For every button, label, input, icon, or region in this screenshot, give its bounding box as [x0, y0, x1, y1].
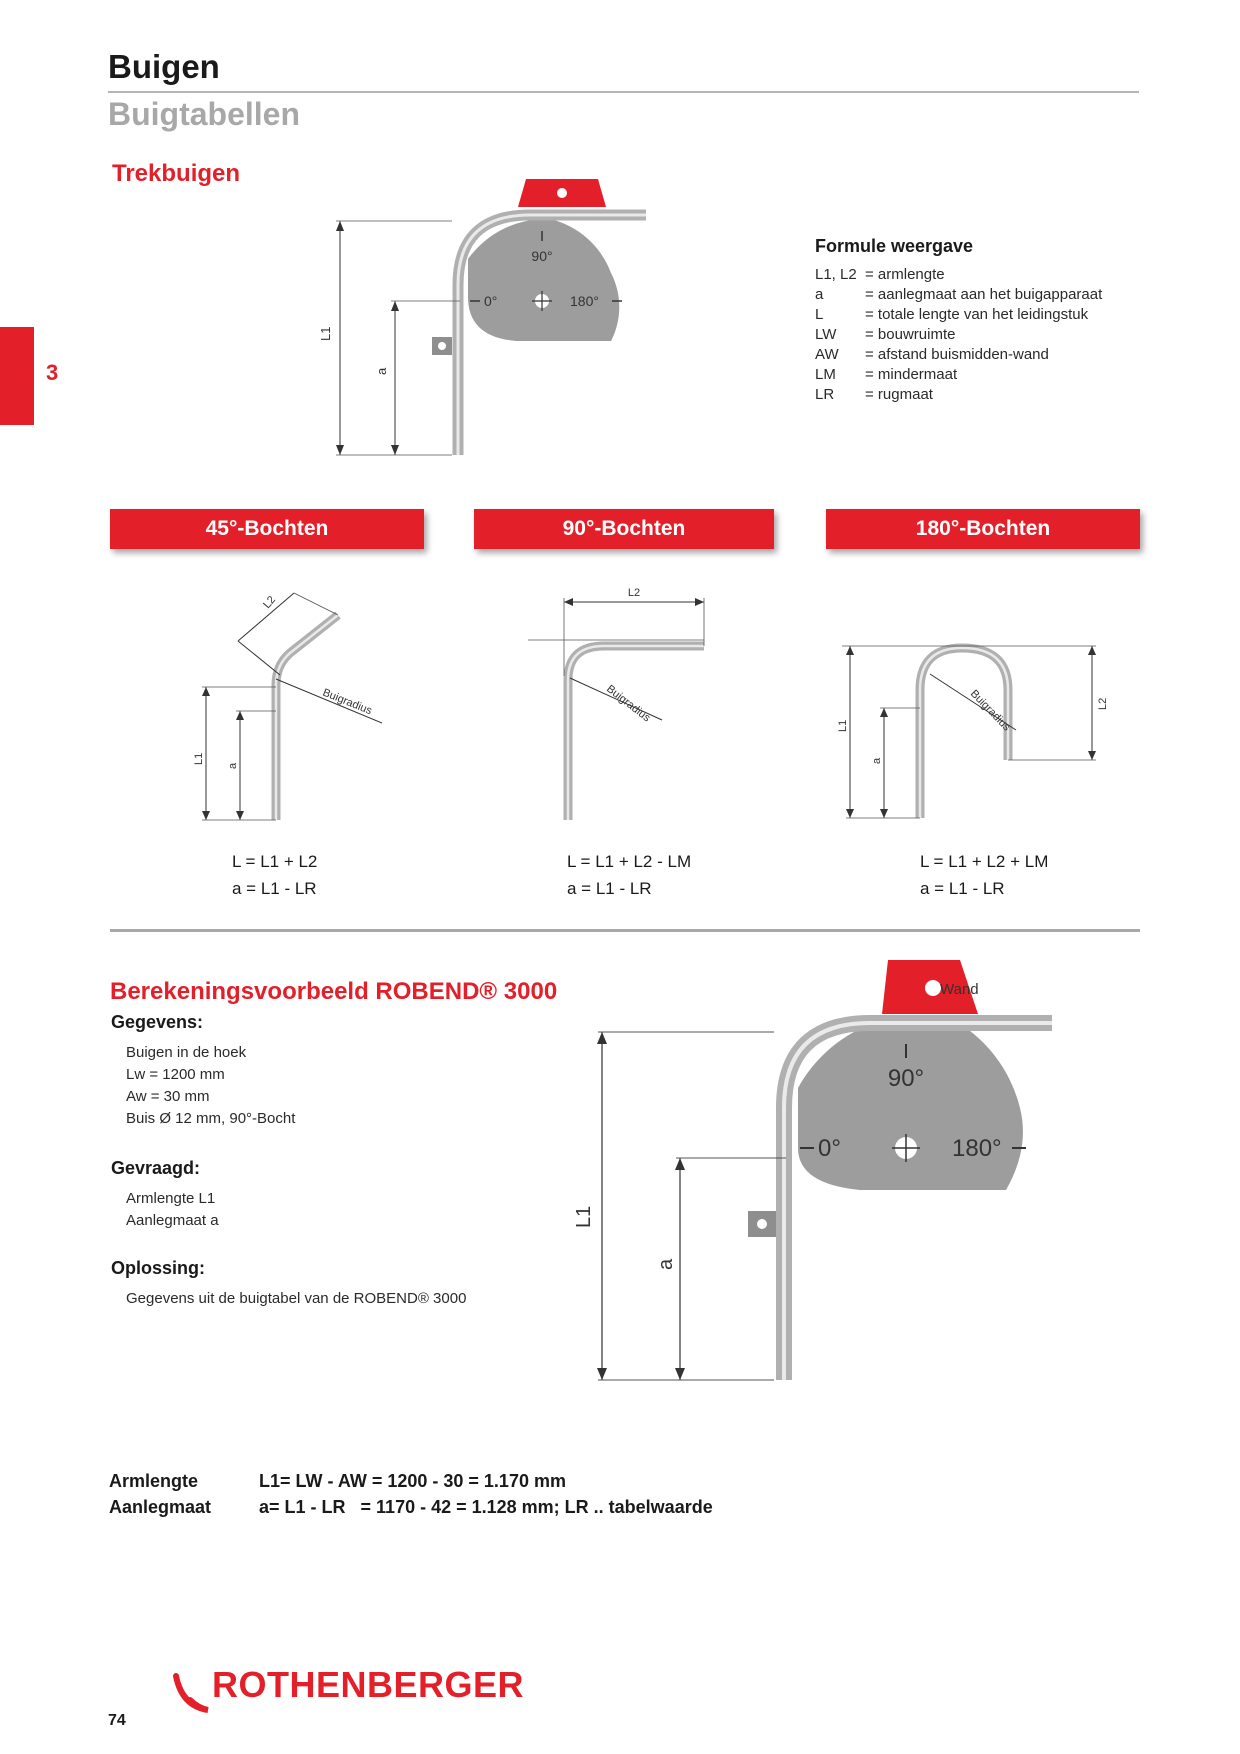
given-list: Buigen in de hoek Lw = 1200 mm Aw = 30 mm Buis Ø 12 mm, 90°-Bocht: [126, 1044, 296, 1127]
band-45-bochten: 45°-Bochten: [110, 509, 424, 549]
formula-legend: [815, 236, 1145, 405]
formula-180: L = L1 + L2 + LM a = L1 - LR: [920, 852, 1049, 898]
trekbuigen-diagram: [320, 175, 650, 465]
label-180: 180°: [952, 1135, 1002, 1162]
result-row: Armlengte L1= LW - AW = 1200 - 30 = 1.170 mm: [109, 1471, 566, 1491]
label-0: 0°: [484, 293, 498, 309]
label-0: 0°: [818, 1135, 841, 1162]
label-L1: L1: [193, 752, 205, 765]
section-divider: [110, 929, 1140, 932]
label-90: 90°: [887, 1065, 925, 1092]
legend-row: AW = afstand buismidden-wand: [815, 346, 1049, 363]
page-number: 74: [108, 1712, 126, 1729]
page-subtitle: Buigtabellen: [108, 96, 301, 132]
formula-90: L = L1 + L2 - LM a = L1 - LR: [567, 852, 692, 898]
legend-row: LM = mindermaat: [815, 366, 958, 383]
legend-row: a = aanlegmaat aan het buigapparaat: [815, 286, 1103, 303]
label-a: a: [655, 1258, 677, 1270]
label-90: 90°: [531, 248, 553, 264]
label-L1: L1: [837, 719, 849, 732]
section-title: Trekbuigen: [112, 160, 241, 187]
asked-list: Armlengte L1 Aanlegmaat a: [126, 1190, 219, 1229]
brand-logo: ROTHENBERGER: [212, 1664, 525, 1705]
label-a: a: [374, 367, 389, 375]
chapter-number: 3: [46, 360, 59, 385]
example-diagram: [560, 958, 1070, 1398]
results: [109, 1468, 713, 1520]
label-wand: Wand: [940, 981, 979, 998]
diagram-180: [830, 630, 1120, 830]
legend-row: L1, L2 = armlengte: [815, 266, 945, 283]
label-L2: L2: [261, 593, 279, 611]
label-buigradius: Buigradius: [320, 686, 374, 718]
label-L1: L1: [318, 326, 333, 341]
bend-disc: [798, 1015, 1023, 1190]
asked-heading: Gevraagd:: [111, 1158, 201, 1178]
solution-heading: Oplossing:: [111, 1258, 205, 1278]
label-L2: L2: [627, 587, 641, 599]
label-buigradius: Buigradius: [967, 687, 1013, 734]
formula-45: L = L1 + L2 a = L1 - LR: [232, 852, 318, 898]
band-90-bochten: 90°-Bochten: [474, 509, 774, 549]
diagram-45: [186, 575, 396, 830]
label-a: a: [227, 762, 239, 769]
legend-row: L = totale lengte van het leidingstuk: [815, 306, 1089, 323]
legend-heading: Formule weergave: [815, 236, 974, 256]
example-title: Berekeningsvoorbeeld ROBEND® 3000: [110, 978, 558, 1005]
band-180-bochten: 180°-Bochten: [826, 509, 1140, 549]
page-title: Buigen: [108, 48, 220, 85]
clamp-hole: [557, 188, 567, 198]
solution-text: Gegevens uit de buigtabel van de ROBEND® 3000: [126, 1290, 467, 1307]
label-a: a: [871, 757, 883, 764]
bend-disc: [468, 219, 619, 341]
chapter-tab: [0, 327, 34, 425]
legend-row: LR = rugmaat: [815, 386, 933, 403]
diagram-90: [524, 580, 724, 830]
label-L1: L1: [573, 1205, 595, 1228]
legend-row: LW = bouwruimte: [815, 326, 956, 343]
result-row: Aanlegmaat a= L1 - LR = 1170 - 42 = 1.128 mm; LR .. tabelwaarde: [109, 1497, 713, 1517]
label-buigradius: Buigradius: [604, 682, 653, 725]
label-L2: L2: [1097, 697, 1109, 710]
given-heading: Gegevens:: [111, 1012, 204, 1032]
header-divider: [108, 91, 1139, 93]
label-180: 180°: [570, 293, 599, 309]
